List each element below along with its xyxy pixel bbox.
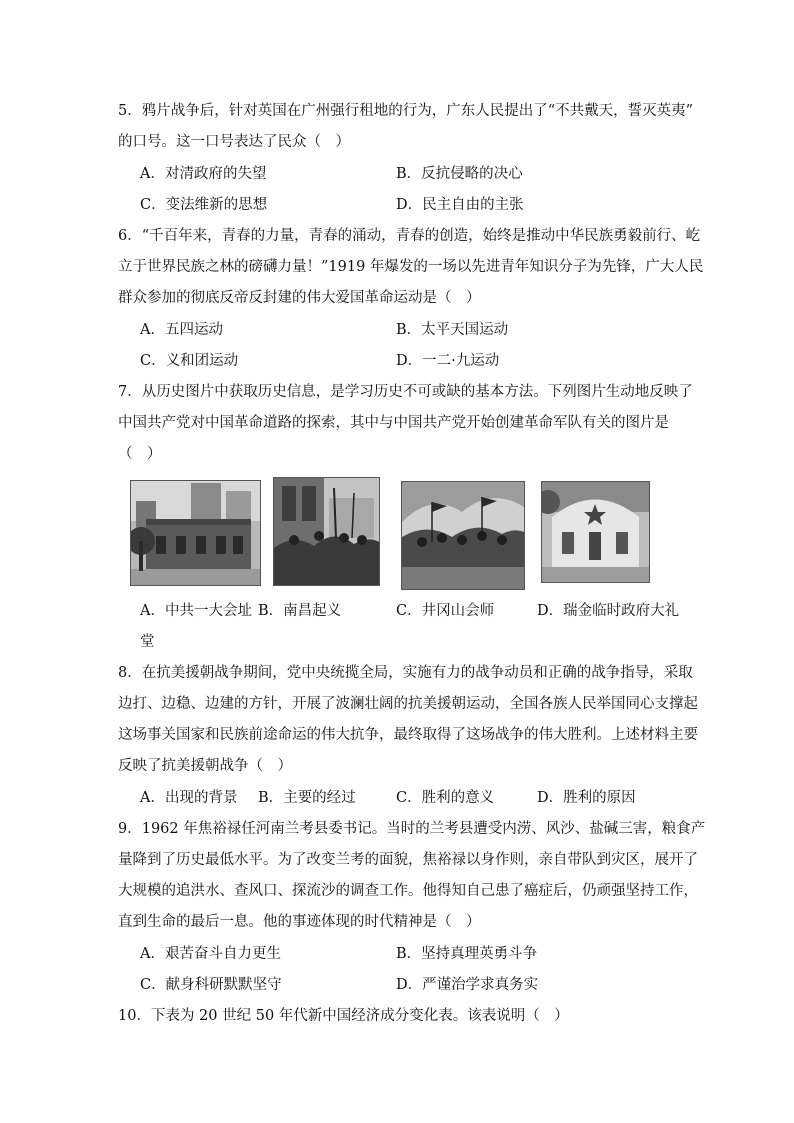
q9-stem-line-4: 直到生命的最后一息。他的事迹体现的时代精神是（ ）	[118, 914, 481, 930]
q6-stem-line-2: 立于世界民族之林的磅礴力量！”1919 年爆发的一场以先进青年知识分子为先锋，广大人民	[118, 259, 704, 275]
q8-stem-line-1: 8．在抗美援朝战争期间，党中央统揽全局，实施有力的战争动员和正确的战争指导，采取	[118, 665, 693, 681]
q9-stem-line-2: 量降到了历史最低水平。为了改变兰考的面貌，焦裕禄以身作则，亲自带队到灾区，展开了	[118, 852, 698, 868]
q7-stem-line-2: 中国共产党对中国革命道路的探索，其中与中国共产党开始创建革命军队有关的图片是	[118, 415, 669, 431]
q8-option-a: A．出现的背景	[140, 790, 238, 806]
q9-option-b: B．坚持真理英勇斗争	[396, 946, 538, 962]
q6-option-c: C．义和团运动	[140, 353, 239, 369]
q7-option-b: B．南昌起义	[258, 603, 342, 619]
q5-option-c: C．变法维新的思想	[140, 197, 268, 213]
q6-option-b: B．太平天国运动	[396, 322, 509, 338]
q5-option-a: A．对清政府的失望	[140, 166, 267, 182]
q8-stem-line-2: 边打、边稳、边建的方针，开展了波澜壮阔的抗美援朝运动，全国各族人民举国同心支撑起	[118, 696, 698, 712]
q6-stem-line-1: 6．“千百年来，青春的力量，青春的涌动，青春的创造，始终是推动中华民族勇毅前行、屹	[118, 228, 701, 244]
q5-stem-line-2: 的口号。这一口号表达了民众（ ）	[118, 134, 350, 150]
q7-stem-line-1: 7．从历史图片中获取历史信息，是学习历史不可或缺的基本方法。下列图片生动地反映了	[118, 384, 693, 400]
q8-stem-line-3: 这场事关国家和民族前途命运的伟大抗争，最终取得了这场战争的伟大胜利。上述材料主要	[118, 727, 698, 743]
q5-stem-line-1: 5．鸦片战争后，针对英国在广州强行租地的行为，广东人民提出了“不共戴天，誓灭英夷”	[118, 103, 694, 119]
q9-option-c: C．献身科研默默坚守	[140, 977, 282, 993]
q8-option-d: D．胜利的原因	[537, 790, 636, 806]
photo-meeting	[401, 481, 525, 590]
q7-stem-line-3: （ ）	[118, 446, 162, 462]
q8-option-b: B．主要的经过	[258, 790, 356, 806]
q8-stem-line-4: 反映了抗美援朝战争（ ）	[118, 758, 292, 774]
q6-stem-line-3: 群众参加的彻底反帝反封建的伟大爱国革命运动是（ ）	[118, 290, 481, 306]
q6-option-a: A．五四运动	[140, 322, 223, 338]
q9-stem-line-1: 9．1962 年焦裕禄任河南兰考县委书记。当时的兰考县遭受内涝、风沙、盐碱三害，粮食产	[118, 821, 706, 837]
q9-option-a: A．艰苦奋斗自力更生	[140, 946, 281, 962]
q10-stem-line-1: 10．下表为 20 世纪 50 年代新中国经济成分变化表。该表说明（ ）	[118, 1008, 569, 1024]
photo-building	[130, 480, 261, 586]
q7-option-d: D．瑞金临时政府大礼	[537, 603, 680, 619]
q7-option-c: C．井冈山会师	[396, 603, 495, 619]
photo-hall	[541, 481, 650, 583]
q8-option-c: C．胜利的意义	[396, 790, 495, 806]
q9-stem-line-3: 大规模的追洪水、查风口、探流沙的调查工作。他得知自己患了癌症后，仍顽强坚持工作，	[118, 883, 698, 899]
photo-uprising	[273, 477, 380, 586]
q5-option-d: D．民主自由的主张	[396, 197, 524, 213]
q5-option-b: B．反抗侵略的决心	[396, 166, 523, 182]
q9-option-d: D．严谨治学求真务实	[396, 977, 539, 993]
q7-option-a: A．中共一大会址	[140, 603, 252, 619]
q7-option-d-continued: 堂	[140, 634, 155, 650]
q6-option-d: D．一二·九运动	[396, 353, 500, 369]
